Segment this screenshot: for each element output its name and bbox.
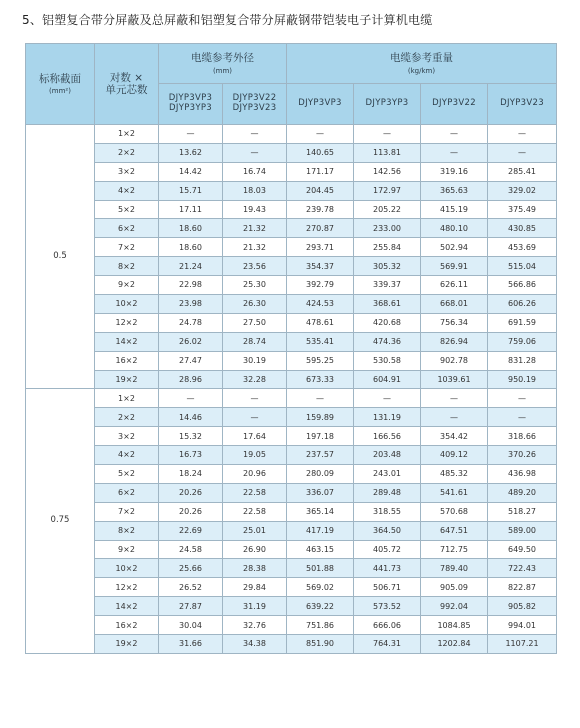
value-cell: 239.78 <box>287 200 354 219</box>
value-cell: 364.50 <box>354 521 421 540</box>
value-cell: 31.19 <box>223 597 287 616</box>
pairs-cell: 4×2 <box>95 446 159 465</box>
value-cell: 518.27 <box>488 502 557 521</box>
table-row <box>26 540 557 559</box>
value-cell: 26.30 <box>223 295 287 314</box>
table-row <box>26 143 557 162</box>
value-cell: 30.04 <box>159 616 223 635</box>
header-od-unit: (mm) <box>212 66 233 75</box>
value-cell: 318.66 <box>488 427 557 446</box>
table-row <box>26 125 557 144</box>
value-cell: 606.26 <box>488 295 557 314</box>
table-row <box>26 276 557 295</box>
header-od-col2-a: DJYP3V22 <box>232 93 277 104</box>
pairs-cell: 1×2 <box>95 389 159 408</box>
value-cell: 243.01 <box>354 465 421 484</box>
value-cell: 17.11 <box>159 200 223 219</box>
pairs-cell: 4×2 <box>95 181 159 200</box>
value-cell: — <box>421 143 488 162</box>
table-row <box>26 559 557 578</box>
table-row <box>26 238 557 257</box>
value-cell: 478.61 <box>287 313 354 332</box>
value-cell: 23.98 <box>159 295 223 314</box>
value-cell: 237.57 <box>287 446 354 465</box>
table-row <box>26 427 557 446</box>
value-cell: 570.68 <box>421 502 488 521</box>
header-od-col2 <box>223 84 287 125</box>
value-cell: 691.59 <box>488 313 557 332</box>
value-cell: 29.84 <box>223 578 287 597</box>
value-cell: 289.48 <box>354 483 421 502</box>
header-weight-label: 电缆参考重量 <box>390 52 453 65</box>
section-label: 0.75 <box>26 389 95 653</box>
value-cell: 354.37 <box>287 257 354 276</box>
value-cell: 950.19 <box>488 370 557 389</box>
table-row <box>26 332 557 351</box>
pairs-cell: 14×2 <box>95 597 159 616</box>
value-cell: 764.31 <box>354 635 421 654</box>
value-cell: 22.58 <box>223 502 287 521</box>
value-cell: 905.09 <box>421 578 488 597</box>
value-cell: 430.85 <box>488 219 557 238</box>
header-od-col1 <box>159 84 223 125</box>
pairs-cell: 5×2 <box>95 465 159 484</box>
table-row <box>26 389 557 408</box>
value-cell: 28.74 <box>223 332 287 351</box>
value-cell: 647.51 <box>421 521 488 540</box>
value-cell: 409.12 <box>421 446 488 465</box>
table-row <box>26 635 557 654</box>
value-cell: 25.66 <box>159 559 223 578</box>
value-cell: 415.19 <box>421 200 488 219</box>
pairs-cell: 16×2 <box>95 351 159 370</box>
header-wt-col4: DJYP3V23 <box>488 84 557 125</box>
pairs-cell: 6×2 <box>95 219 159 238</box>
value-cell: 441.73 <box>354 559 421 578</box>
value-cell: 329.02 <box>488 181 557 200</box>
pairs-cell: 9×2 <box>95 276 159 295</box>
value-cell: 26.90 <box>223 540 287 559</box>
header-wt-col2: DJYP3YP3 <box>354 84 421 125</box>
value-cell: 22.58 <box>223 483 287 502</box>
value-cell: 339.37 <box>354 276 421 295</box>
header-pairs-line1: 对数 × <box>109 71 144 84</box>
header-weight-unit: (kg/km) <box>407 66 436 75</box>
pairs-cell: 12×2 <box>95 578 159 597</box>
header-od-label: 电缆参考外径 <box>191 52 254 65</box>
value-cell: 319.16 <box>421 162 488 181</box>
table-body <box>26 125 557 654</box>
value-cell: 305.32 <box>354 257 421 276</box>
value-cell: 336.07 <box>287 483 354 502</box>
value-cell: 474.36 <box>354 332 421 351</box>
value-cell: 32.28 <box>223 370 287 389</box>
pairs-cell: 12×2 <box>95 313 159 332</box>
value-cell: 392.79 <box>287 276 354 295</box>
value-cell: 285.41 <box>488 162 557 181</box>
value-cell: 668.01 <box>421 295 488 314</box>
cable-spec-table <box>25 43 557 654</box>
value-cell: 759.06 <box>488 332 557 351</box>
table-row <box>26 219 557 238</box>
value-cell: 18.03 <box>223 181 287 200</box>
pairs-cell: 10×2 <box>95 295 159 314</box>
header-section-label: 标称截面 <box>39 72 81 85</box>
value-cell: 16.73 <box>159 446 223 465</box>
value-cell: 14.42 <box>159 162 223 181</box>
value-cell: 626.11 <box>421 276 488 295</box>
pairs-cell: 19×2 <box>95 635 159 654</box>
value-cell: 233.00 <box>354 219 421 238</box>
value-cell: 14.46 <box>159 408 223 427</box>
value-cell: — <box>223 143 287 162</box>
value-cell: 1107.21 <box>488 635 557 654</box>
table-row <box>26 446 557 465</box>
value-cell: 994.01 <box>488 616 557 635</box>
value-cell: 26.02 <box>159 332 223 351</box>
value-cell: 595.25 <box>287 351 354 370</box>
value-cell: 639.22 <box>287 597 354 616</box>
value-cell: 18.24 <box>159 465 223 484</box>
table-row <box>26 200 557 219</box>
value-cell: 27.87 <box>159 597 223 616</box>
value-cell: 368.61 <box>354 295 421 314</box>
pairs-cell: 9×2 <box>95 540 159 559</box>
value-cell: 905.82 <box>488 597 557 616</box>
value-cell: — <box>287 125 354 144</box>
value-cell: 370.26 <box>488 446 557 465</box>
value-cell: 604.91 <box>354 370 421 389</box>
header-weight <box>287 44 557 84</box>
value-cell: 159.89 <box>287 408 354 427</box>
value-cell: 756.34 <box>421 313 488 332</box>
table-row <box>26 578 557 597</box>
pairs-cell: 5×2 <box>95 200 159 219</box>
value-cell: 18.60 <box>159 219 223 238</box>
value-cell: 16.74 <box>223 162 287 181</box>
value-cell: — <box>159 125 223 144</box>
table-row <box>26 181 557 200</box>
value-cell: 20.96 <box>223 465 287 484</box>
value-cell: 480.10 <box>421 219 488 238</box>
pairs-cell: 1×2 <box>95 125 159 144</box>
value-cell: 417.19 <box>287 521 354 540</box>
value-cell: — <box>421 389 488 408</box>
value-cell: 649.50 <box>488 540 557 559</box>
pairs-cell: 14×2 <box>95 332 159 351</box>
value-cell: 142.56 <box>354 162 421 181</box>
value-cell: 15.71 <box>159 181 223 200</box>
value-cell: 712.75 <box>421 540 488 559</box>
table-row <box>26 351 557 370</box>
value-cell: 502.94 <box>421 238 488 257</box>
value-cell: 27.50 <box>223 313 287 332</box>
value-cell: 204.45 <box>287 181 354 200</box>
value-cell: 673.33 <box>287 370 354 389</box>
value-cell: 21.32 <box>223 219 287 238</box>
value-cell: 453.69 <box>488 238 557 257</box>
value-cell: 826.94 <box>421 332 488 351</box>
table-row <box>26 408 557 427</box>
pairs-cell: 2×2 <box>95 143 159 162</box>
header-wt-col3: DJYP3V22 <box>421 84 488 125</box>
header-od-col1-a: DJYP3VP3 <box>168 93 213 104</box>
value-cell: 365.63 <box>421 181 488 200</box>
value-cell: 365.14 <box>287 502 354 521</box>
pairs-cell: 7×2 <box>95 238 159 257</box>
value-cell: 1202.84 <box>421 635 488 654</box>
header-pairs-line2: 单元芯数 <box>105 84 148 96</box>
value-cell: 354.42 <box>421 427 488 446</box>
value-cell: — <box>223 125 287 144</box>
value-cell: 280.09 <box>287 465 354 484</box>
table-row <box>26 257 557 276</box>
value-cell: 318.55 <box>354 502 421 521</box>
value-cell: 463.15 <box>287 540 354 559</box>
value-cell: 32.76 <box>223 616 287 635</box>
value-cell: — <box>223 408 287 427</box>
value-cell: 822.87 <box>488 578 557 597</box>
value-cell: 535.41 <box>287 332 354 351</box>
value-cell: 831.28 <box>488 351 557 370</box>
value-cell: — <box>421 125 488 144</box>
value-cell: 22.69 <box>159 521 223 540</box>
value-cell: 420.68 <box>354 313 421 332</box>
table-row <box>26 465 557 484</box>
value-cell: 22.98 <box>159 276 223 295</box>
header-section <box>26 44 95 125</box>
value-cell: 15.32 <box>159 427 223 446</box>
value-cell: 19.43 <box>223 200 287 219</box>
value-cell: 530.58 <box>354 351 421 370</box>
value-cell: 589.00 <box>488 521 557 540</box>
value-cell: 20.26 <box>159 502 223 521</box>
pairs-cell: 6×2 <box>95 483 159 502</box>
value-cell: 17.64 <box>223 427 287 446</box>
value-cell: 30.19 <box>223 351 287 370</box>
value-cell: 1039.61 <box>421 370 488 389</box>
value-cell: 255.84 <box>354 238 421 257</box>
pairs-cell: 19×2 <box>95 370 159 389</box>
value-cell: 21.32 <box>223 238 287 257</box>
value-cell: 31.66 <box>159 635 223 654</box>
table-row <box>26 483 557 502</box>
value-cell: 515.04 <box>488 257 557 276</box>
table-row <box>26 295 557 314</box>
value-cell: 436.98 <box>488 465 557 484</box>
table-row <box>26 313 557 332</box>
value-cell: — <box>354 389 421 408</box>
value-cell: 27.47 <box>159 351 223 370</box>
value-cell: 19.05 <box>223 446 287 465</box>
value-cell: 666.06 <box>354 616 421 635</box>
value-cell: 166.56 <box>354 427 421 446</box>
pairs-cell: 2×2 <box>95 408 159 427</box>
header-od-col2-b: DJYP3V23 <box>232 103 277 113</box>
section-label: 0.5 <box>26 125 95 389</box>
value-cell: — <box>223 389 287 408</box>
pairs-cell: 10×2 <box>95 559 159 578</box>
value-cell: — <box>488 408 557 427</box>
pairs-cell: 8×2 <box>95 257 159 276</box>
value-cell: 28.96 <box>159 370 223 389</box>
value-cell: — <box>287 389 354 408</box>
value-cell: 203.48 <box>354 446 421 465</box>
value-cell: 293.71 <box>287 238 354 257</box>
value-cell: 28.38 <box>223 559 287 578</box>
value-cell: 405.72 <box>354 540 421 559</box>
value-cell: — <box>421 408 488 427</box>
pairs-cell: 3×2 <box>95 427 159 446</box>
value-cell: 25.01 <box>223 521 287 540</box>
value-cell: 205.22 <box>354 200 421 219</box>
value-cell: 902.78 <box>421 351 488 370</box>
value-cell: 851.90 <box>287 635 354 654</box>
table-row <box>26 370 557 389</box>
value-cell: — <box>354 125 421 144</box>
value-cell: — <box>488 125 557 144</box>
value-cell: 25.30 <box>223 276 287 295</box>
pairs-cell: 16×2 <box>95 616 159 635</box>
pairs-cell: 3×2 <box>95 162 159 181</box>
table-row <box>26 597 557 616</box>
value-cell: 789.40 <box>421 559 488 578</box>
value-cell: 26.52 <box>159 578 223 597</box>
value-cell: 375.49 <box>488 200 557 219</box>
header-wt-col1: DJYP3VP3 <box>287 84 354 125</box>
table-row <box>26 616 557 635</box>
value-cell: 569.02 <box>287 578 354 597</box>
header-pairs <box>95 44 159 125</box>
page-title: 5、铝塑复合带分屏蔽及总屏蔽和铝塑复合带分屏蔽钢带铠装电子计算机电缆 <box>22 13 433 27</box>
pairs-cell: 7×2 <box>95 502 159 521</box>
value-cell: 722.43 <box>488 559 557 578</box>
value-cell: 24.78 <box>159 313 223 332</box>
value-cell: 20.26 <box>159 483 223 502</box>
value-cell: 197.18 <box>287 427 354 446</box>
value-cell: 18.60 <box>159 238 223 257</box>
header-section-unit: (mm²) <box>49 87 71 95</box>
value-cell: 172.97 <box>354 181 421 200</box>
value-cell: 506.71 <box>354 578 421 597</box>
value-cell: 992.04 <box>421 597 488 616</box>
value-cell: 24.58 <box>159 540 223 559</box>
value-cell: 21.24 <box>159 257 223 276</box>
value-cell: 1084.85 <box>421 616 488 635</box>
value-cell: 13.62 <box>159 143 223 162</box>
value-cell: 270.87 <box>287 219 354 238</box>
value-cell: — <box>488 389 557 408</box>
value-cell: 171.17 <box>287 162 354 181</box>
header-od-col1-b: DJYP3YP3 <box>169 103 212 113</box>
value-cell: 501.88 <box>287 559 354 578</box>
value-cell: — <box>159 389 223 408</box>
value-cell: 541.61 <box>421 483 488 502</box>
value-cell: 573.52 <box>354 597 421 616</box>
value-cell: 23.56 <box>223 257 287 276</box>
table-row <box>26 521 557 540</box>
value-cell: 140.65 <box>287 143 354 162</box>
table-row <box>26 162 557 181</box>
value-cell: 566.86 <box>488 276 557 295</box>
header-outer-diameter <box>159 44 287 84</box>
value-cell: 751.86 <box>287 616 354 635</box>
value-cell: — <box>488 143 557 162</box>
value-cell: 34.38 <box>223 635 287 654</box>
value-cell: 424.53 <box>287 295 354 314</box>
value-cell: 113.81 <box>354 143 421 162</box>
pairs-cell: 8×2 <box>95 521 159 540</box>
value-cell: 485.32 <box>421 465 488 484</box>
value-cell: 489.20 <box>488 483 557 502</box>
value-cell: 569.91 <box>421 257 488 276</box>
table-row <box>26 502 557 521</box>
value-cell: 131.19 <box>354 408 421 427</box>
